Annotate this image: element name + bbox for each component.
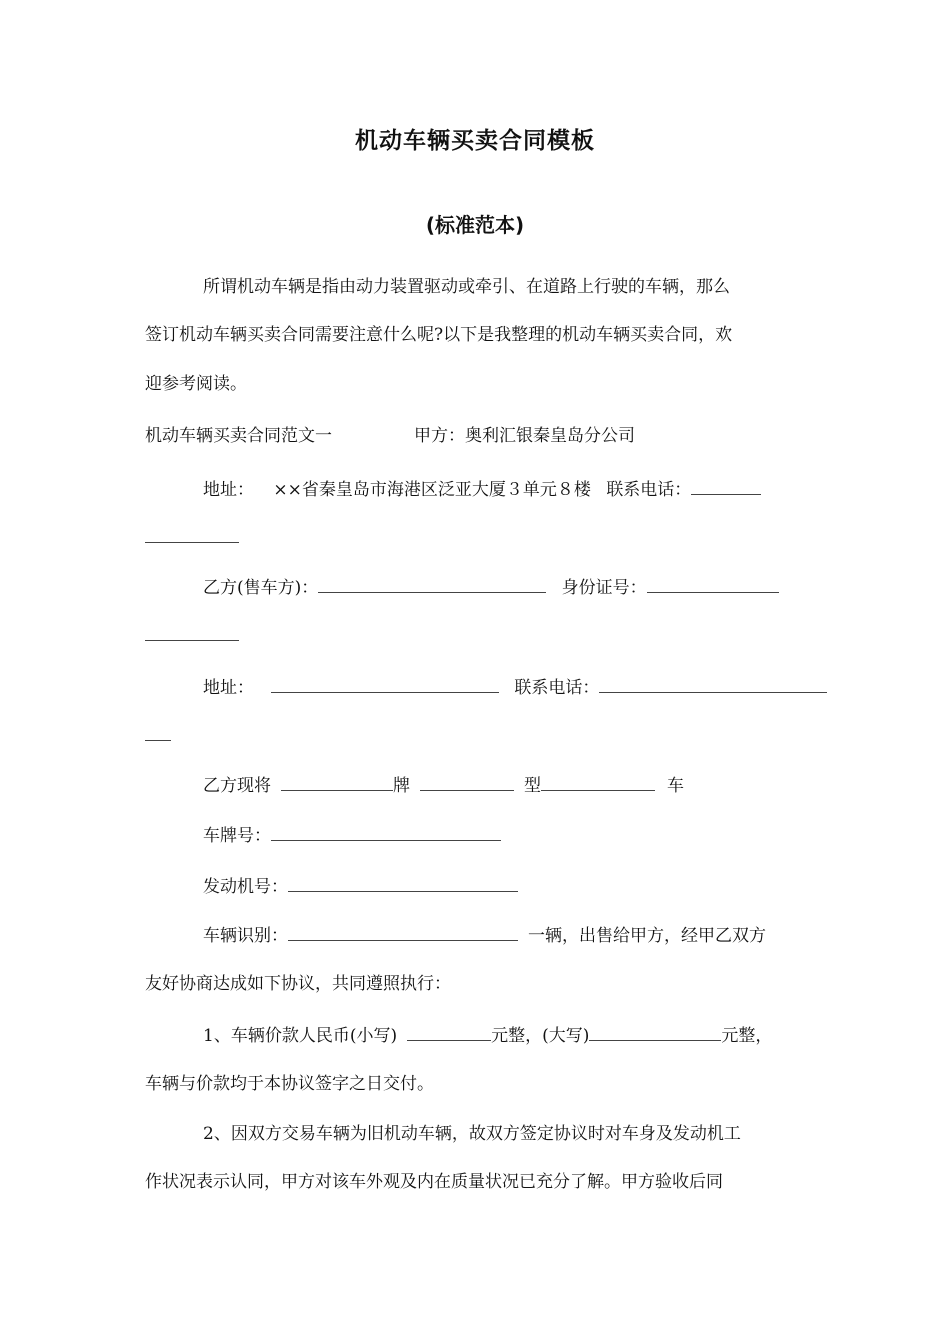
party-b-blank[interactable] bbox=[318, 574, 546, 593]
intro-line-2: 签订机动车辆买卖合同需要注意什么呢?以下是我整理的机动车辆买卖合同，欢 bbox=[145, 325, 733, 345]
party-b-row bbox=[203, 574, 779, 600]
vin-blank[interactable] bbox=[288, 922, 518, 941]
phone-b-blank-2[interactable] bbox=[145, 722, 171, 741]
phone-b-blank[interactable] bbox=[599, 674, 827, 693]
model-label: 型 bbox=[524, 776, 541, 796]
plate-blank[interactable] bbox=[271, 822, 501, 841]
address-b-row bbox=[203, 674, 827, 700]
brand-label: 牌 bbox=[393, 776, 410, 796]
price-small-blank[interactable] bbox=[407, 1022, 491, 1041]
clause1-yuan2: 元整， bbox=[721, 1026, 773, 1046]
clause1-yuan1: 元整，(大写) bbox=[491, 1026, 590, 1046]
id-blank[interactable] bbox=[647, 574, 779, 593]
party-a: 甲方：奥利汇银秦皇岛分公司 bbox=[414, 426, 635, 446]
document-subtitle: (标准范本) bbox=[425, 213, 525, 237]
intro-line-1: 所谓机动车辆是指由动力装置驱动或牵引、在道路上行驶的车辆，那么 bbox=[203, 277, 730, 297]
phone-a-blank[interactable] bbox=[691, 476, 761, 495]
intro-line-3: 迎参考阅读。 bbox=[145, 374, 247, 394]
brand-blank[interactable] bbox=[281, 772, 393, 791]
party-b-label: 乙方(售车方)： bbox=[203, 578, 319, 598]
plate-row bbox=[203, 822, 501, 848]
address-a-label: 地址： bbox=[203, 480, 254, 500]
price-large-blank[interactable] bbox=[589, 1022, 721, 1041]
plate-label: 车牌号： bbox=[203, 826, 271, 846]
address-b-blank[interactable] bbox=[271, 674, 499, 693]
clause2-line-2: 作状况表示认同，甲方对该车外观及内在质量状况已充分了解。甲方验收后同 bbox=[145, 1172, 723, 1192]
engine-row bbox=[203, 873, 518, 899]
id-blank-cont bbox=[145, 622, 239, 648]
sample-heading: 机动车辆买卖合同范文一 bbox=[145, 426, 332, 446]
phone-b-label: 联系电话： bbox=[514, 678, 600, 698]
address-b-label: 地址： bbox=[203, 678, 254, 698]
phone-a-label: 联系电话： bbox=[606, 480, 692, 500]
vehicle-row bbox=[203, 772, 684, 798]
vin-row bbox=[203, 922, 766, 948]
address-a-row bbox=[203, 476, 761, 502]
vin-label: 车辆识别： bbox=[203, 926, 288, 946]
clause1-row bbox=[203, 1022, 772, 1048]
id-blank-2[interactable] bbox=[145, 622, 239, 641]
vin-suffix: 一辆，出售给甲方，经甲乙双方 bbox=[528, 926, 766, 946]
clause1-prefix: 1、车辆价款人民币(小写) bbox=[203, 1026, 398, 1046]
phone-a-blank-2[interactable] bbox=[145, 524, 239, 543]
address-a-value: ××省秦皇岛市海港区泛亚大厦３单元８楼 bbox=[273, 480, 591, 500]
phone-a-blank-cont bbox=[145, 524, 239, 550]
engine-blank[interactable] bbox=[288, 873, 518, 892]
document-title: 机动车辆买卖合同模板 bbox=[355, 128, 595, 154]
agree-line: 友好协商达成如下协议，共同遵照执行： bbox=[145, 974, 451, 994]
model-blank[interactable] bbox=[420, 772, 514, 791]
type-blank[interactable] bbox=[541, 772, 655, 791]
car-label: 车 bbox=[667, 776, 684, 796]
engine-label: 发动机号： bbox=[203, 877, 288, 897]
clause1-line-2: 车辆与价款均于本协议签字之日交付。 bbox=[145, 1074, 434, 1094]
id-label: 身份证号： bbox=[561, 578, 647, 598]
phone-b-blank-cont bbox=[145, 722, 171, 748]
clause2-line-1: 2、因双方交易车辆为旧机动车辆，故双方签定协议时对车身及发动机工 bbox=[203, 1124, 741, 1144]
vehicle-prefix: 乙方现将 bbox=[203, 776, 271, 796]
